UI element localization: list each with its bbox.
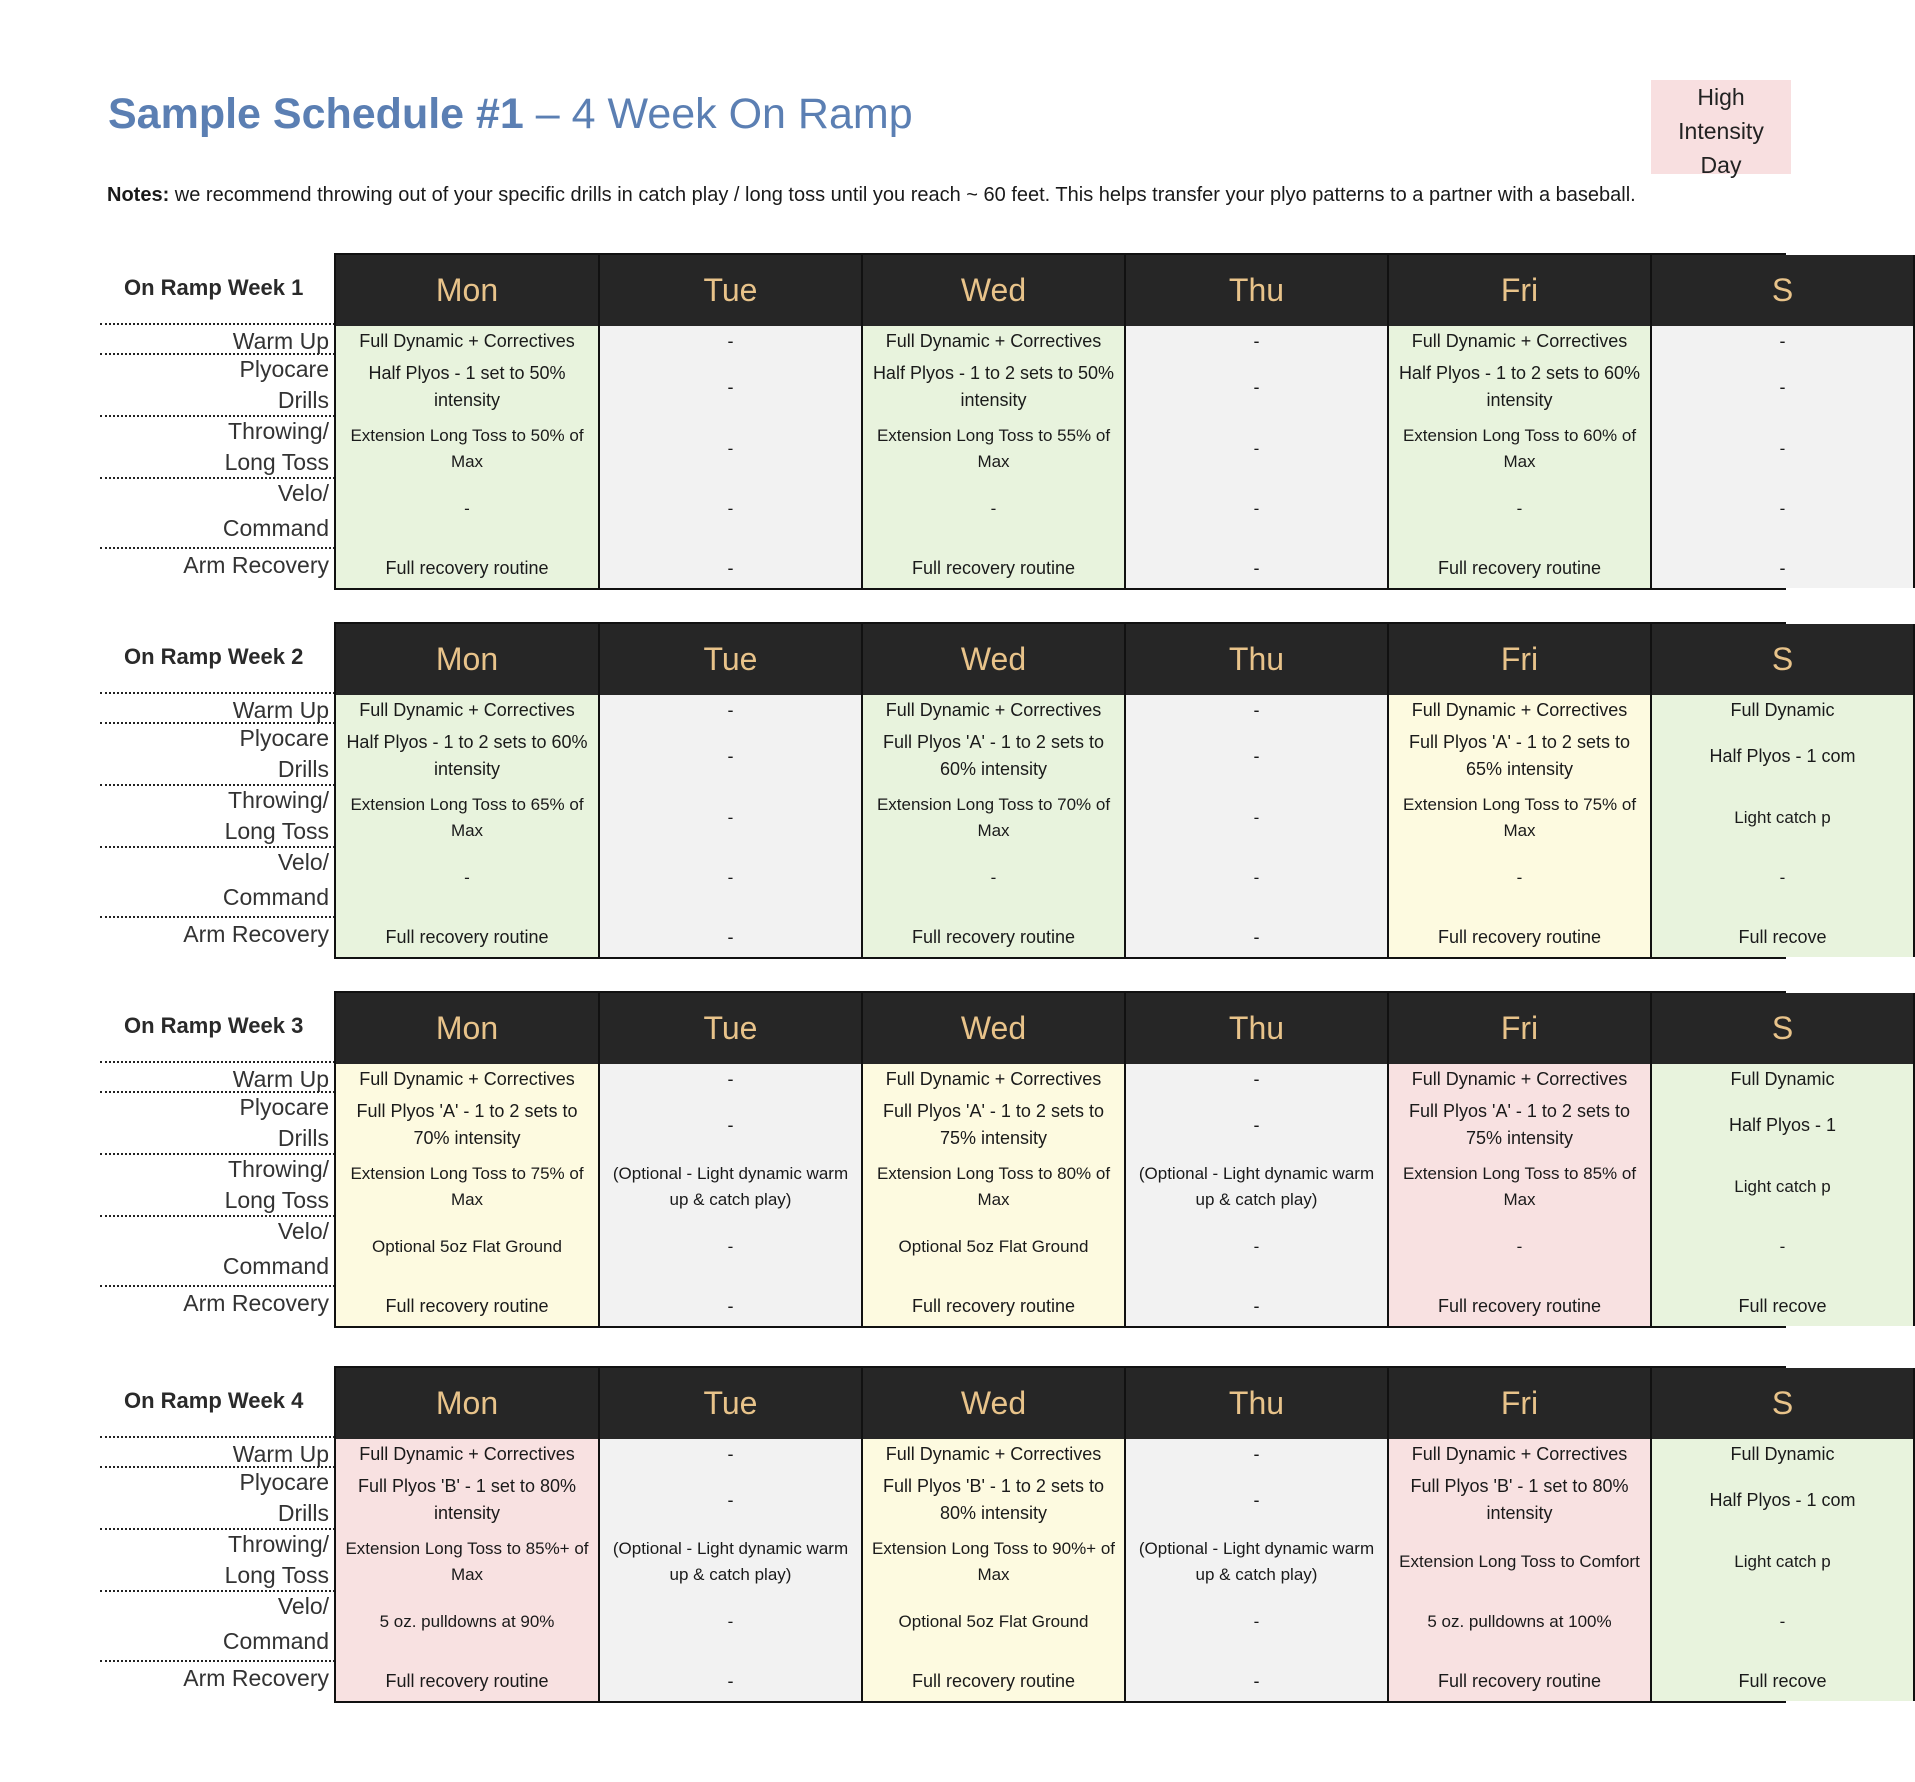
cell-recovery: Full recovery routine [385, 1295, 549, 1316]
cell-warmup: Full Dynamic [1730, 699, 1835, 720]
cell-warmup: - [727, 330, 734, 351]
cell-plyo: - [727, 745, 734, 766]
cell-plyo: Half Plyos - 1 to 2 sets to 60% intensity [346, 732, 588, 779]
cell-throw: (Optional - Light dynamic warm up & catch play) [1138, 1539, 1375, 1584]
day-header-fri: Fri [1389, 1368, 1652, 1439]
cell-warmup: Full Dynamic + Correctives [1411, 1443, 1628, 1464]
row-divider [100, 1660, 335, 1662]
row-label [223, 845, 329, 915]
row-label-text: Long Toss [224, 1562, 329, 1588]
cell-recovery: Full recovery routine [1437, 1670, 1602, 1691]
cell-warmup: Full Dynamic + Correctives [1411, 699, 1628, 720]
cell-recovery: Full recovery routine [1437, 926, 1602, 947]
cell-plyo: Half Plyos - 1 to 2 sets to 50% intensity [872, 363, 1115, 410]
cell-velo: - [727, 499, 734, 518]
cell-recovery: Full recovery routine [911, 1295, 1076, 1316]
cell-throw: Extension Long Toss to 80% of Max [876, 1164, 1111, 1209]
cell-warmup: - [1779, 330, 1786, 351]
row-label-text: Command [222, 515, 329, 541]
cell-warmup: Full Dynamic + Correctives [885, 1068, 1102, 1089]
cell-throw: Extension Long Toss to 50% of Max [350, 426, 584, 471]
row-label [240, 1092, 329, 1154]
row-label-text: Long Toss [224, 1187, 329, 1213]
row-label-text: Drills [277, 756, 329, 782]
week-table [334, 253, 1794, 590]
cell-throw: Extension Long Toss to 75% of Max [1402, 795, 1637, 840]
notes: Notes: we recommend throwing out of your specific drills in catch play / long toss until you reach ~ 60 feet. This helps transfer your plyo patterns to a partner with a baseball. [107, 184, 1636, 206]
row-divider [100, 547, 335, 549]
row-label [225, 416, 329, 478]
cell-plyo: Full Plyos 'B' - 1 set to 80% intensity [1410, 1476, 1629, 1523]
cell-warmup: Full Dynamic + Correctives [1411, 1068, 1628, 1089]
cell-throw: - [727, 808, 734, 827]
week-title: On Ramp Week 2 [124, 643, 304, 669]
cell-velo: - [1779, 1612, 1786, 1631]
day-column [600, 1064, 863, 1326]
cell-plyo: Half Plyos - 1 set to 50% intensity [368, 363, 566, 410]
cell-recovery: Full recove [1738, 926, 1827, 947]
day-header-wed: Wed [863, 993, 1126, 1064]
row-label [223, 476, 329, 546]
cell-throw: Light catch p [1734, 1552, 1831, 1571]
row-label [183, 1288, 329, 1319]
week-table [334, 622, 1856, 959]
cell-velo: - [1516, 868, 1523, 887]
row-divider [100, 1215, 335, 1217]
day-header-fri: Fri [1389, 993, 1652, 1064]
row-label-text: Drills [277, 1125, 329, 1151]
cell-velo: - [464, 868, 470, 887]
day-header-thu: Thu [1126, 624, 1389, 695]
day-header-thu: Thu [1126, 1368, 1389, 1439]
cell-velo: - [1253, 868, 1260, 887]
row-label-text: Command [222, 1628, 329, 1654]
cell-recovery: Full recove [1738, 1295, 1827, 1316]
row-divider [100, 323, 335, 325]
page-title: Sample Schedule #1 – 4 Week On Ramp [108, 90, 913, 138]
row-label-text: Command [222, 1253, 329, 1279]
row-label-text: Throwing/ [228, 1531, 329, 1557]
cell-throw: - [727, 439, 734, 458]
day-column [336, 695, 600, 957]
week-title: On Ramp Week 4 [124, 1387, 304, 1413]
cell-recovery: - [1253, 557, 1260, 578]
cell-velo: - [1253, 499, 1260, 518]
row-label-text: Plyocare [239, 725, 329, 751]
row-divider [100, 1061, 335, 1063]
cell-throw: (Optional - Light dynamic warm up & catch play) [612, 1164, 849, 1209]
cell-throw: Extension Long Toss to 55% of Max [876, 426, 1111, 471]
row-label-text: Velo/ [277, 480, 329, 506]
row-label [225, 1529, 329, 1591]
cell-plyo: - [727, 1489, 734, 1510]
day-header-tue: Tue [600, 624, 863, 695]
cell-plyo: Full Plyos 'B' - 1 set to 80% intensity [358, 1476, 576, 1523]
cell-plyo: Full Plyos 'A' - 1 to 2 sets to 70% intensity [356, 1101, 578, 1148]
cell-plyo: - [1779, 376, 1786, 397]
day-header-tue: Tue [600, 993, 863, 1064]
cell-throw: (Optional - Light dynamic warm up & catch play) [1138, 1164, 1375, 1209]
day-column [600, 1439, 863, 1701]
cell-throw: - [1779, 439, 1786, 458]
cell-throw: Extension Long Toss to 90%+ of Max [871, 1539, 1116, 1584]
cell-recovery: Full recovery routine [385, 1670, 549, 1691]
day-header-mon: Mon [336, 993, 600, 1064]
cell-recovery: - [727, 557, 734, 578]
day-header-tue: Tue [600, 1368, 863, 1439]
week-table [334, 991, 1837, 1328]
row-label-text: Warm Up [232, 1066, 329, 1092]
row-divider [100, 692, 335, 694]
cell-throw: - [1253, 808, 1260, 827]
cell-warmup: Full Dynamic [1730, 1068, 1835, 1089]
cell-throw: Extension Long Toss to 85%+ of Max [345, 1539, 589, 1584]
day-column [1126, 1439, 1389, 1701]
cell-velo: 5 oz. pulldowns at 90% [379, 1612, 555, 1631]
row-divider [100, 722, 335, 724]
row-divider [100, 916, 335, 918]
day-column [1652, 1439, 1915, 1701]
cell-recovery: - [1253, 1670, 1260, 1691]
day-header-thu: Thu [1126, 255, 1389, 326]
cell-velo: Optional 5oz Flat Ground [898, 1237, 1089, 1256]
cell-warmup: - [1253, 699, 1260, 720]
cell-throw: (Optional - Light dynamic warm up & catch play) [612, 1539, 849, 1584]
cell-recovery: - [727, 926, 734, 947]
high-intensity-legend: High Intensity Day [1651, 80, 1791, 174]
cell-velo: - [727, 1237, 734, 1256]
cell-plyo: Full Plyos 'B' - 1 to 2 sets to 80% intensity [883, 1476, 1104, 1523]
cell-velo: - [990, 868, 997, 887]
cell-warmup: Full Dynamic + Correctives [885, 330, 1102, 351]
day-column [336, 326, 600, 588]
cell-plyo: - [1253, 1114, 1260, 1135]
row-label-text: Arm Recovery [183, 921, 329, 947]
row-divider [100, 1285, 335, 1287]
day-column [1652, 1064, 1915, 1326]
row-label [225, 1154, 329, 1216]
cell-velo: 5 oz. pulldowns at 100% [1427, 1612, 1612, 1631]
cell-plyo: Full Plyos 'A' - 1 to 2 sets to 75% intensity [883, 1101, 1104, 1148]
row-label-text: Long Toss [224, 818, 329, 844]
row-label [183, 550, 329, 581]
row-label [223, 1214, 329, 1284]
day-column [1126, 695, 1389, 957]
row-label-text: Velo/ [277, 1593, 329, 1619]
cell-velo: - [727, 1612, 734, 1631]
day-header-s: S [1652, 993, 1915, 1064]
cell-velo: - [464, 499, 470, 518]
cell-warmup: Full Dynamic + Correctives [1411, 330, 1628, 351]
cell-recovery: - [1779, 557, 1786, 578]
cell-plyo: Half Plyos - 1 to 2 sets to 60% intensity [1398, 363, 1641, 410]
day-column [1389, 695, 1652, 957]
row-divider [100, 846, 335, 848]
cell-plyo: - [727, 376, 734, 397]
row-divider [100, 1153, 335, 1155]
cell-recovery: - [1253, 926, 1260, 947]
day-header-wed: Wed [863, 624, 1126, 695]
cell-plyo: Half Plyos - 1 [1728, 1114, 1837, 1135]
row-divider [100, 1436, 335, 1438]
day-header-s: S [1652, 255, 1915, 326]
day-column [1652, 326, 1915, 588]
day-column [336, 1439, 600, 1701]
row-divider [100, 477, 335, 479]
row-label-text: Plyocare [239, 356, 329, 382]
cell-warmup: Full Dynamic + Correctives [359, 330, 575, 351]
row-label-text: Velo/ [277, 849, 329, 875]
cell-throw: Light catch p [1734, 808, 1831, 827]
row-label-text: Long Toss [224, 449, 329, 475]
cell-velo: - [1516, 499, 1523, 518]
cell-velo: - [1516, 1237, 1523, 1256]
cell-velo: - [727, 868, 734, 887]
day-column [863, 1439, 1126, 1701]
row-label-text: Drills [277, 387, 329, 413]
day-column [600, 695, 863, 957]
cell-warmup: Full Dynamic + Correctives [359, 1068, 575, 1089]
day-column [336, 1064, 600, 1326]
cell-plyo: Half Plyos - 1 com [1709, 745, 1856, 766]
cell-recovery: Full recovery routine [385, 926, 549, 947]
row-label-text: Arm Recovery [183, 1290, 329, 1316]
row-label-text: Drills [277, 1500, 329, 1526]
cell-velo: - [1253, 1612, 1260, 1631]
cell-warmup: - [727, 1443, 734, 1464]
row-label [183, 919, 329, 950]
day-column [1652, 695, 1915, 957]
row-label [240, 354, 329, 416]
cell-velo: - [1779, 1237, 1786, 1256]
cell-recovery: Full recovery routine [911, 1670, 1076, 1691]
cell-plyo: Full Plyos 'A' - 1 to 2 sets to 65% intensity [1409, 732, 1630, 779]
cell-plyo: Full Plyos 'A' - 1 to 2 sets to 75% intensity [1409, 1101, 1630, 1148]
row-label-text: Throwing/ [228, 787, 329, 813]
day-column [1389, 326, 1652, 588]
row-label-text: Throwing/ [228, 418, 329, 444]
week-title: On Ramp Week 1 [124, 274, 304, 300]
row-label [240, 1467, 329, 1529]
cell-warmup: - [1253, 1443, 1260, 1464]
cell-warmup: - [1253, 330, 1260, 351]
day-header-mon: Mon [336, 624, 600, 695]
row-divider [100, 415, 335, 417]
cell-plyo: Half Plyos - 1 com [1709, 1489, 1856, 1510]
day-column [863, 326, 1126, 588]
row-divider [100, 1590, 335, 1592]
cell-warmup: - [727, 699, 734, 720]
row-label-text: Plyocare [239, 1469, 329, 1495]
row-label-text: Throwing/ [228, 1156, 329, 1182]
cell-throw: Extension Long Toss to 85% of Max [1402, 1164, 1637, 1209]
row-divider [100, 1466, 335, 1468]
day-column [600, 326, 863, 588]
week-title: On Ramp Week 3 [124, 1012, 304, 1038]
cell-plyo: Full Plyos 'A' - 1 to 2 sets to 60% intensity [883, 732, 1104, 779]
row-label-text: Arm Recovery [183, 1665, 329, 1691]
cell-throw: Extension Long Toss to 70% of Max [876, 795, 1111, 840]
day-header-fri: Fri [1389, 624, 1652, 695]
day-header-s: S [1652, 624, 1915, 695]
day-column [1389, 1439, 1652, 1701]
cell-velo: Optional 5oz Flat Ground [372, 1237, 562, 1256]
cell-recovery: Full recovery routine [911, 557, 1076, 578]
day-column [863, 1064, 1126, 1326]
row-label-text: Arm Recovery [183, 552, 329, 578]
cell-plyo: - [1253, 1489, 1260, 1510]
cell-throw: Extension Long Toss to 65% of Max [350, 795, 584, 840]
cell-recovery: - [727, 1295, 734, 1316]
day-column [1126, 326, 1389, 588]
cell-warmup: Full Dynamic + Correctives [359, 1443, 575, 1464]
day-header-wed: Wed [863, 255, 1126, 326]
row-divider [100, 1528, 335, 1530]
cell-velo: - [990, 499, 997, 518]
row-label [240, 723, 329, 785]
cell-throw: Extension Long Toss to 60% of Max [1402, 426, 1637, 471]
row-label [223, 1589, 329, 1659]
row-label-text: Warm Up [232, 328, 329, 354]
day-header-mon: Mon [336, 255, 600, 326]
cell-recovery: Full recovery routine [1437, 1295, 1602, 1316]
row-label-text: Velo/ [277, 1218, 329, 1244]
week-table [334, 1366, 1856, 1703]
row-label-text: Command [222, 884, 329, 910]
day-column [863, 695, 1126, 957]
cell-warmup: - [727, 1068, 734, 1089]
cell-recovery: - [1253, 1295, 1260, 1316]
cell-throw: - [1253, 439, 1260, 458]
row-label [183, 1663, 329, 1694]
cell-recovery: - [727, 1670, 734, 1691]
cell-plyo: - [727, 1114, 734, 1135]
cell-recovery: Full recove [1738, 1670, 1827, 1691]
cell-recovery: Full recovery routine [385, 557, 549, 578]
day-header-mon: Mon [336, 1368, 600, 1439]
day-header-wed: Wed [863, 1368, 1126, 1439]
cell-throw: Light catch p [1734, 1177, 1831, 1196]
cell-velo: Optional 5oz Flat Ground [898, 1612, 1089, 1631]
day-header-s: S [1652, 1368, 1915, 1439]
day-column [1126, 1064, 1389, 1326]
day-header-thu: Thu [1126, 993, 1389, 1064]
cell-velo: - [1779, 499, 1786, 518]
day-header-tue: Tue [600, 255, 863, 326]
cell-plyo: - [1253, 376, 1260, 397]
row-label-text: Warm Up [232, 697, 329, 723]
cell-warmup: Full Dynamic + Correctives [885, 699, 1102, 720]
cell-warmup: Full Dynamic + Correctives [359, 699, 575, 720]
row-divider [100, 1091, 335, 1093]
cell-plyo: - [1253, 745, 1260, 766]
row-divider [100, 784, 335, 786]
cell-warmup: Full Dynamic + Correctives [885, 1443, 1102, 1464]
day-column [1389, 1064, 1652, 1326]
cell-velo: - [1779, 868, 1786, 887]
cell-warmup: - [1253, 1068, 1260, 1089]
cell-recovery: Full recovery routine [911, 926, 1076, 947]
cell-throw: Extension Long Toss to Comfort [1399, 1552, 1640, 1571]
row-label-text: Warm Up [232, 1441, 329, 1467]
row-label-text: Plyocare [239, 1094, 329, 1120]
cell-throw: Extension Long Toss to 75% of Max [350, 1164, 584, 1209]
cell-velo: - [1253, 1237, 1260, 1256]
row-divider [100, 353, 335, 355]
day-header-fri: Fri [1389, 255, 1652, 326]
cell-recovery: Full recovery routine [1437, 557, 1602, 578]
row-label [225, 785, 329, 847]
cell-warmup: Full Dynamic [1730, 1443, 1835, 1464]
